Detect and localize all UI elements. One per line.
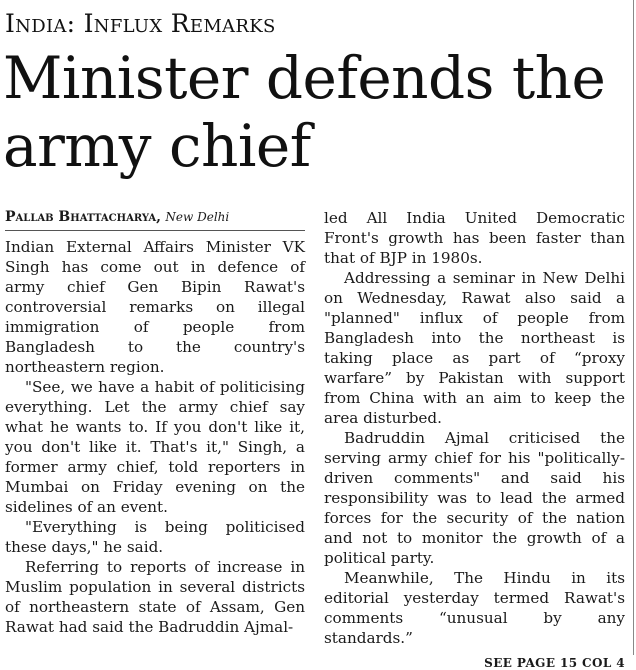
section-kicker: India: Influx Remarks	[5, 9, 276, 38]
byline-location: New Delhi	[165, 210, 230, 224]
paragraph: Addressing a seminar in New Delhi on Wednesday, Rawat also said a "planned" influx of people from Bangladesh into the northeast is taking place as part of “proxy warfare” by Pakistan with support from China with an aim to keep the area disturbed.	[324, 269, 625, 427]
paragraph: "Everything is being politicised these days," he said.	[5, 518, 305, 556]
paragraph: Badruddin Ajmal criticised the serving army chief for his "politically-driven comments" and said his responsibility was to lead the armed forces for the security of the nation and not to monitor the growth of a political party.	[324, 429, 625, 567]
article-column-right	[324, 208, 625, 670]
paragraph: "See, we have a habit of politicising everything. Let the army chief say what he wants to. If you don't like it, you don't like it. That's it," Singh, a former army chief, told reporters in Mumbai on Friday evening on the sidelines of an event.	[5, 378, 305, 516]
continuation-note: SEE PAGE 15 COL 4	[484, 656, 625, 670]
column-rule	[633, 0, 634, 655]
paragraph: Referring to reports of increase in Muslim population in several districts of northeastern state of Assam, Gen Rawat had said the Badruddin Ajmal-	[5, 558, 305, 636]
paragraph: led All India United Democratic Front's growth has been faster than that of BJP in 1980s.	[324, 209, 625, 267]
byline-author: Pallab Bhattacharya,	[5, 209, 161, 225]
byline	[5, 208, 305, 231]
paragraph: Indian External Affairs Minister VK Singh has come out in defence of army chief Gen Bipin Rawat's controversial remarks on illegal immigration of people from Bangladesh to the country's northeastern region.	[5, 238, 305, 376]
article-column-left	[5, 208, 305, 637]
paragraph: Meanwhile, The Hindu in its editorial yesterday termed Rawat's comments “unusual by any standards.”	[324, 569, 625, 647]
headline: Minister defends the army chief	[3, 44, 606, 180]
